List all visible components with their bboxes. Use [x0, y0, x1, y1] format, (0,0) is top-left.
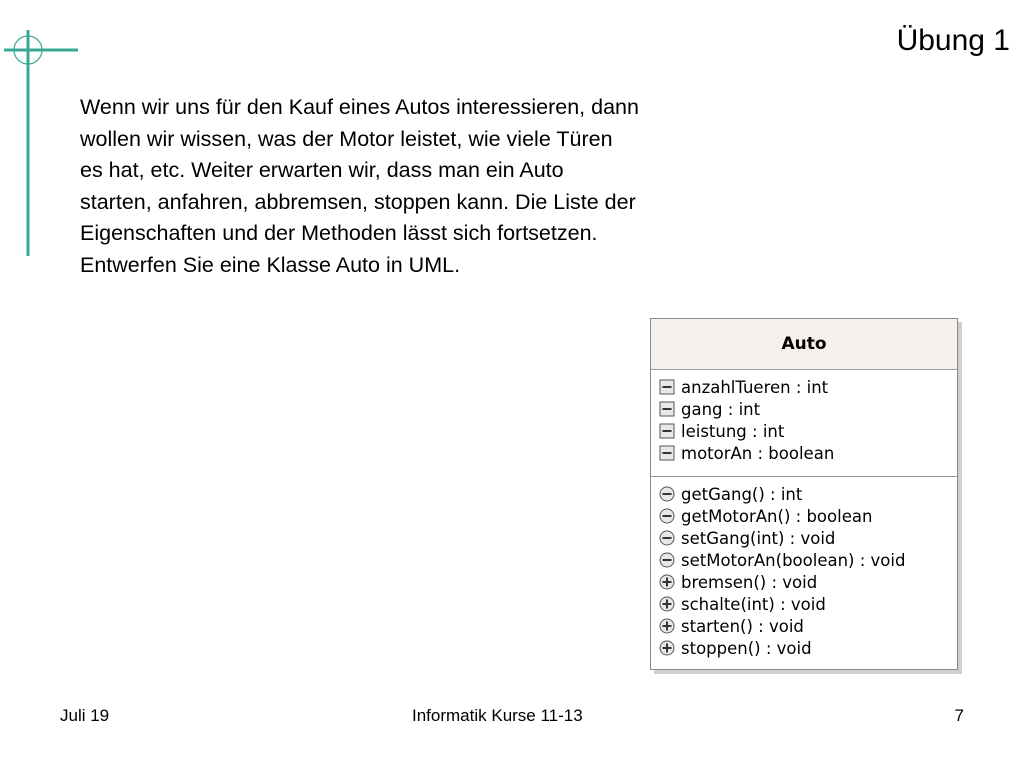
- uml-method: [659, 593, 957, 615]
- uml-method-label: stoppen() : void: [681, 638, 812, 658]
- uml-attribute-label: gang : int: [681, 399, 761, 419]
- private-method-icon: [659, 530, 675, 546]
- public-method-icon: [659, 574, 675, 590]
- slide-title: Übung 1: [896, 24, 1010, 57]
- uml-attribute-label: motorAn : boolean: [681, 443, 835, 463]
- footer-date: Juli 19: [60, 706, 110, 725]
- uml-method: [659, 637, 957, 659]
- private-field-icon: [659, 445, 675, 461]
- uml-method-label: setGang(int) : void: [681, 528, 836, 548]
- private-field-icon: [659, 379, 675, 395]
- uml-class-name: Auto: [651, 319, 957, 370]
- uml-attribute: [659, 442, 957, 464]
- page-number: 7: [954, 706, 964, 725]
- uml-method: [659, 571, 957, 593]
- uml-method-label: getMotorAn() : boolean: [681, 506, 873, 526]
- exercise-text: Wenn wir uns für den Kauf eines Autos interessieren, dann wollen wir wissen, was der Motor leistet, wie viele Türen es hat, etc. Weiter erwarten wir, dass man ein Auto starten, anfahren, abbremsen, stoppen kann. Die Liste der Eigenschaften und der Methoden lässt sich fortsetzen. Entwerfen Sie eine Klasse Auto in UML.: [80, 95, 639, 277]
- public-method-icon: [659, 618, 675, 634]
- uml-attribute-label: leistung : int: [681, 421, 785, 441]
- uml-attribute: [659, 376, 957, 398]
- uml-method-label: getGang() : int: [681, 484, 803, 504]
- private-field-icon: [659, 423, 675, 439]
- uml-method-label: bremsen() : void: [681, 572, 818, 592]
- private-field-icon: [659, 401, 675, 417]
- uml-method: [659, 615, 957, 637]
- uml-attributes: [651, 370, 957, 477]
- uml-class-auto: [650, 318, 958, 670]
- uml-method: [659, 527, 957, 549]
- private-method-icon: [659, 508, 675, 524]
- private-method-icon: [659, 552, 675, 568]
- uml-method: [659, 505, 957, 527]
- uml-method: [659, 549, 957, 571]
- uml-attribute-label: anzahlTueren : int: [681, 377, 829, 397]
- uml-attribute: [659, 420, 957, 442]
- public-method-icon: [659, 596, 675, 612]
- uml-method-label: setMotorAn(boolean) : void: [681, 550, 906, 570]
- crosshair-decoration: [0, 0, 90, 260]
- footer-course: Informatik Kurse 11-13: [412, 706, 583, 725]
- uml-method: [659, 483, 957, 505]
- uml-method-label: starten() : void: [681, 616, 804, 636]
- uml-attribute: [659, 398, 957, 420]
- uml-method-label: schalte(int) : void: [681, 594, 826, 614]
- private-method-icon: [659, 486, 675, 502]
- public-method-icon: [659, 640, 675, 656]
- uml-methods: [651, 477, 957, 659]
